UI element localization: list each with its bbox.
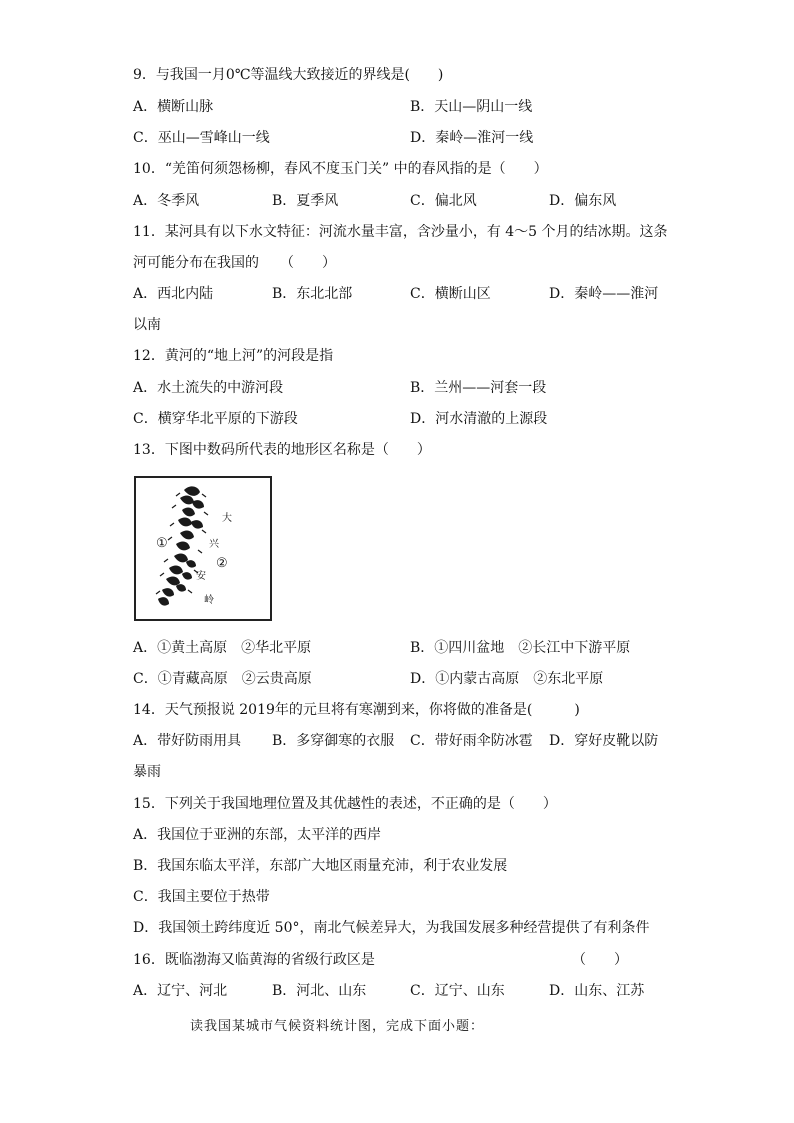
q11-stem-line1: 11．某河具有以下水文特征：河流水量丰富，含沙量小，有 4～5 个月的结冰期。这条 (133, 224, 668, 240)
map-label-da: 大 (222, 513, 232, 524)
q13-option-a: A．①黄土高原 ②华北平原 (133, 640, 312, 656)
q15-stem: 15．下列关于我国地理位置及其优越性的表述，不正确的是（ ） (133, 796, 557, 812)
q9-option-a: A．横断山脉 (133, 99, 214, 115)
q13-option-d: D．①内蒙古高原 ②东北平原 (410, 671, 604, 687)
q14-option-d: D．穿好皮靴以防 (549, 733, 659, 749)
q15-option-a: A．我国位于亚洲的东部，太平洋的西岸 (133, 827, 382, 843)
q12-option-d: D．河水清澈的上源段 (410, 411, 548, 427)
q10-option-c: C．偏北风 (410, 193, 477, 209)
q13-map-figure (134, 476, 272, 621)
q10-stem: 10．“羌笛何须怨杨柳，春风不度玉门关” 中的春风指的是（ ） (133, 161, 548, 177)
map-marker-2: ② (216, 556, 228, 571)
q14-stem: 14．天气预报说 2019年的元旦将有寒潮到来，你将做的准备是( ) (133, 702, 580, 718)
q11-stem-line2: 河可能分布在我国的 （ ） (133, 255, 336, 271)
q11-option-d-wrap: 以南 (133, 317, 161, 333)
q14-option-a: A．带好防雨用具 (133, 733, 242, 749)
q16-option-b: B．河北、山东 (272, 983, 367, 999)
q9-option-d: D．秦岭—淮河一线 (410, 130, 534, 146)
q12-stem: 12．黄河的“地上河”的河段是指 (133, 348, 334, 364)
q15-option-d: D．我国领土跨纬度近 50°，南北气候差异大，为我国发展多种经营提供了有利条件 (133, 920, 650, 936)
q16-option-c: C．辽宁、山东 (410, 983, 505, 999)
map-marker-1: ① (156, 536, 168, 551)
map-label-an: 安 (196, 571, 206, 582)
q16-stem-bracket: （ ） (572, 952, 628, 968)
q13-stem: 13．下图中数码所代表的地形区名称是（ ） (133, 442, 431, 458)
q11-option-c: C．横断山区 (410, 286, 491, 302)
q12-option-c: C．横穿华北平原的下游段 (133, 411, 298, 427)
q11-option-d: D．秦岭——淮河 (549, 286, 659, 302)
q16-option-d: D．山东、江苏 (549, 983, 645, 999)
q12-option-b: B．兰州——河套一段 (410, 380, 547, 396)
q16-stem: 16．既临渤海又临黄海的省级行政区是 (133, 952, 375, 968)
q14-option-c: C．带好雨伞防冰雹 (410, 733, 533, 749)
q15-option-c: C．我国主要位于热带 (133, 889, 270, 905)
q10-option-a: A．冬季风 (133, 193, 200, 209)
section-instruction: 读我国某城市气候资料统计图，完成下面小题： (190, 1019, 485, 1034)
q9-option-b: B．天山—阴山一线 (410, 99, 533, 115)
q11-option-b: B．东北北部 (272, 286, 353, 302)
q11-option-a: A．西北内陆 (133, 286, 214, 302)
q9-stem: 9．与我国一月0℃等温线大致接近的界线是( ) (133, 67, 444, 83)
map-label-ling: 岭 (204, 595, 214, 606)
q9-option-c: C．巫山—雪峰山一线 (133, 130, 270, 146)
q12-option-a: A．水土流失的中游河段 (133, 380, 284, 396)
q10-option-d: D．偏东风 (549, 193, 617, 209)
q14-option-d-wrap: 暴雨 (133, 764, 161, 780)
q15-option-b: B．我国东临太平洋，东部广大地区雨量充沛，利于农业发展 (133, 858, 508, 874)
map-label-xing: 兴 (209, 539, 219, 550)
q16-option-a: A．辽宁、河北 (133, 983, 228, 999)
q13-option-c: C．①青藏高原 ②云贵高原 (133, 671, 312, 687)
q14-option-b: B．多穿御寒的衣服 (272, 733, 395, 749)
q13-option-b: B．①四川盆地 ②长江中下游平原 (410, 640, 631, 656)
q10-option-b: B．夏季风 (272, 193, 339, 209)
